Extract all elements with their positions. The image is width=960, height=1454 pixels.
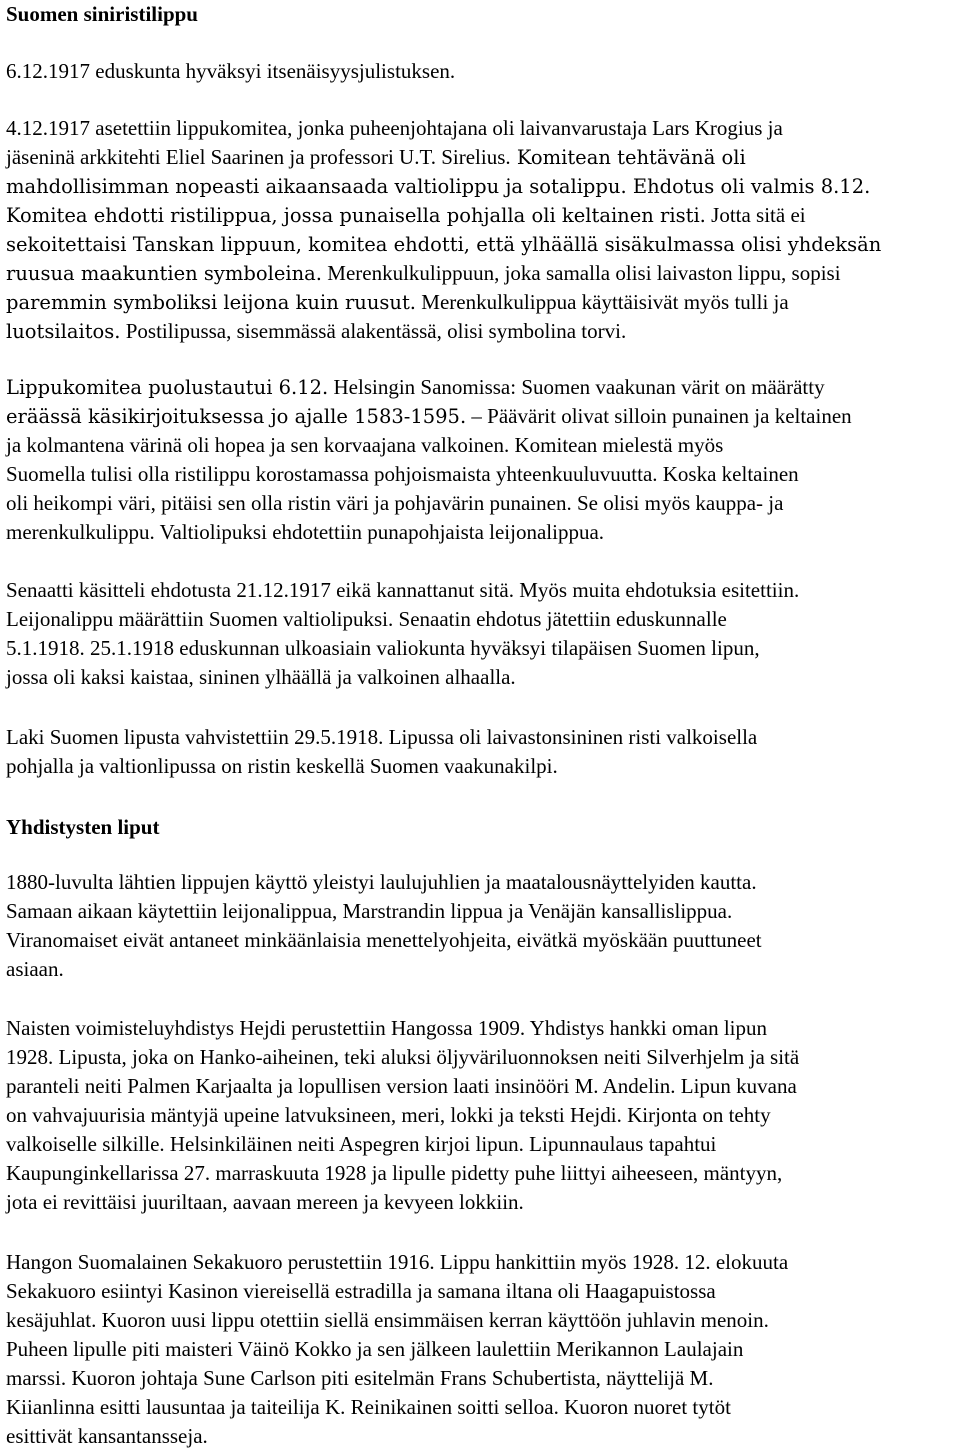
paragraph-line: 6.12.1917 eduskunta hyväksyi itsenäisyysjulistuksen. xyxy=(6,59,456,83)
paragraph-line xyxy=(6,431,852,460)
paragraph-independence xyxy=(6,57,455,86)
paragraph-line xyxy=(6,259,881,288)
paragraph-line: paranteli neiti Palmen Karjaalta ja lopullisen version laati insinööri M. Andelin. Lipun kuvana xyxy=(6,1074,797,1098)
paragraph-line: sekoitettaisi Tanskan lippuun, komitea ehdotti, että ylhäällä sisäkulmassa olisi yhdeksän xyxy=(6,233,882,256)
paragraph-line: Senaatti käsitteli ehdotusta 21.12.1917 eikä kannattanut sitä. Myös muita ehdotuksia esitettiin. xyxy=(6,578,800,602)
paragraph-line: Puheen lipulle piti maisteri Väinö Kokko ja sen jälkeen laulettiin Merikannon Laulajain xyxy=(6,1337,744,1361)
paragraph-flag-usage xyxy=(6,868,762,984)
text-run: oli heikompi väri, pitäisi sen olla ristin väri ja pohjavärin punainen. xyxy=(6,491,572,515)
paragraph-line: Hangon Suomalainen Sekakuoro perustettiin 1916. Lippu hankittiin myös 1928. 12. elokuuta xyxy=(6,1250,789,1274)
text-run: luotsilaitos. xyxy=(6,320,121,343)
text-run: Postilipussa, sisemmässä alakentässä, olisi symbolina torvi. xyxy=(120,319,627,343)
paragraph-line: Laki Suomen lipusta vahvistettiin 29.5.1918. Lipussa oli laivastonsininen risti valkoisella xyxy=(6,725,758,749)
paragraph-line: Kiianlinna esitti lausuntaa ja taiteilija K. Reinikainen soitti selloa. Kuoron nuoret tytöt xyxy=(6,1395,731,1419)
paragraph-line: Samaan aikaan käytettiin leijonalippua, Marstrandin lippua ja Venäjän kansallislippua. xyxy=(6,899,733,923)
paragraph-line: Naisten voimisteluyhdistys Hejdi perustettiin Hangossa 1909. Yhdistys hankki oman lipun xyxy=(6,1016,767,1040)
paragraph-line xyxy=(6,518,852,547)
text-run: Se olisi myös kauppa- ja xyxy=(571,491,784,515)
text-run: Merenkulkulippuun, joka samalla olisi laivaston lippu, sopisi xyxy=(322,261,841,285)
paragraph-committee-defense xyxy=(6,373,852,547)
text-run: Helsingin Sanomissa: Suomen vaakunan värit on määrätty xyxy=(328,375,825,399)
paragraph-hejdi xyxy=(6,1014,799,1217)
paragraph-flag-law xyxy=(6,723,757,781)
text-run: – Päävärit olivat silloin punainen ja keltainen xyxy=(466,404,852,428)
paragraph-line: 4.12.1917 asetettiin lippukomitea, jonka puheenjohtajana oli laivanvarustaja Lars Krogius ja xyxy=(6,116,783,140)
text-run: Valtiolipuksi ehdotettiin punapohjaista leijonalippua. xyxy=(154,520,605,544)
text-run: Komitea ehdotti ristilippua, jossa punaisella pohjalla oli keltainen risti. xyxy=(6,204,706,227)
text-run: paremmin symboliksi leijona kuin ruusut. xyxy=(6,291,417,314)
paragraph-line xyxy=(6,402,852,431)
paragraph-line: jossa oli kaksi kaistaa, sininen ylhäällä ja valkoinen alhaalla. xyxy=(6,665,516,689)
paragraph-line: jota ei revittäisi juuriltaan, aavaan mereen ja kevyeen lokkiin. xyxy=(6,1190,524,1214)
text-run: Merenkulkulippua käyttäisivät myös tulli ja xyxy=(416,290,789,314)
paragraph-choir xyxy=(6,1248,788,1451)
text-run: eräässä käsikirjoituksessa jo ajalle 1583-1595. xyxy=(6,405,467,428)
paragraph-line xyxy=(6,317,881,346)
paragraph-line: valkoiselle silkille. Helsinkiläinen neiti Aspegren kirjoi lipun. Lipunnaulaus tapahtui xyxy=(6,1132,717,1156)
text-run: Lippukomitea puolustautui 6.12. xyxy=(6,376,329,399)
text-run: Komitean mielestä myös xyxy=(509,433,724,457)
paragraph-line: on vahvajuurisia mäntyjä upeine latvuksineen, meri, lokki ja teksti Hejdi. Kirjonta on tehty xyxy=(6,1103,771,1127)
paragraph-line: Leijonalippu määrättiin Suomen valtiolipuksi. Senaatin ehdotus jätettiin eduskunnalle xyxy=(6,607,727,631)
paragraph-line: 1880-luvulta lähtien lippujen käyttö yleistyi laulujuhlien ja maatalousnäyttelyiden kautta. xyxy=(6,870,757,894)
paragraph-line: esittivät kansantansseja. xyxy=(6,1424,208,1448)
paragraph-line xyxy=(6,489,852,518)
text-run: Koska keltainen xyxy=(657,462,799,486)
text-run: jäseninä arkkitehti Eliel Saarinen ja professori U.T. Sirelius. xyxy=(6,145,511,169)
paragraph-line xyxy=(6,460,852,489)
paragraph-line xyxy=(6,143,881,172)
paragraph-line: Sekakuoro esiintyi Kasinon viereisellä estradilla ja samana iltana oli Haagapuistossa xyxy=(6,1279,716,1303)
paragraph-line: marssi. Kuoron johtaja Sune Carlson piti esitelmän Frans Schubertista, näyttelijä M. xyxy=(6,1366,714,1390)
paragraph-line: asiaan. xyxy=(6,957,64,981)
paragraph-line xyxy=(6,373,852,402)
paragraph-line: Kaupunginkellarissa 27. marraskuuta 1928 ja lipulle pidetty puhe liittyi aiheeseen, mäntyyn, xyxy=(6,1161,783,1185)
paragraph-line xyxy=(6,201,881,230)
text-run: Jotta sitä ei xyxy=(705,203,806,227)
paragraph-line: Viranomaiset eivät antaneet minkäänlaisia menettelyohjeita, eivätkä myöskään puuttuneet xyxy=(6,928,762,952)
paragraph-line: pohjalla ja valtionlipussa on ristin keskellä Suomen vaakunakilpi. xyxy=(6,754,558,778)
text-run: merenkulkulippu. xyxy=(6,520,155,544)
paragraph-line: 1928. Lipusta, joka on Hanko-aiheinen, teki aluksi öljyväriluonnoksen neiti Silverhjelm ja sitä xyxy=(6,1045,800,1069)
document-title: Suomen siniristilippu xyxy=(6,2,198,26)
text-run: ruusua maakuntien symboleina. xyxy=(6,262,323,285)
paragraph-line: 5.1.1918. 25.1.1918 eduskunnan ulkoasiain valiokunta hyväksyi tilapäisen Suomen lipun, xyxy=(6,636,760,660)
text-run: Komitean tehtävänä oli xyxy=(510,146,746,169)
section-title: Yhdistysten liput xyxy=(6,815,160,839)
paragraph-senate xyxy=(6,576,799,692)
text-run: ja kolmantena värinä oli hopea ja sen korvaajana valkoinen. xyxy=(6,433,510,457)
paragraph-line: kesäjuhlat. Kuoron uusi lippu otettiin siellä ensimmäisen kerran käyttöön juhlavin menoin. xyxy=(6,1308,769,1332)
text-run: Suomella tulisi olla ristilippu korostamassa pohjoismaista yhteenkuuluvuutta. xyxy=(6,462,658,486)
paragraph-flag-committee xyxy=(6,114,881,346)
paragraph-line xyxy=(6,288,881,317)
paragraph-line: mahdollisimman nopeasti aikaansaada valtiolippu ja sotalippu. Ehdotus oli valmis 8.12. xyxy=(6,175,871,198)
